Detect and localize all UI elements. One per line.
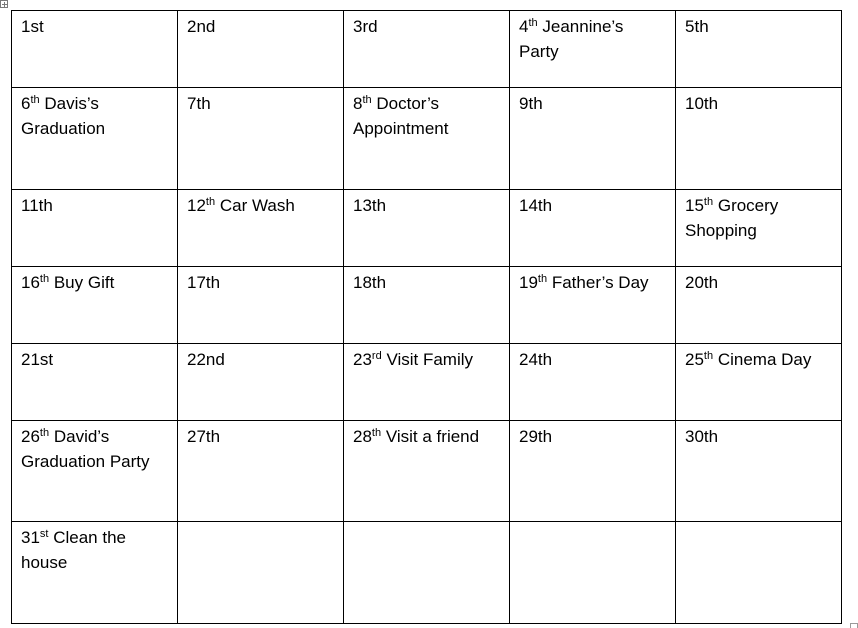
day-number: 25: [685, 350, 704, 369]
day-number: 8: [353, 94, 363, 113]
calendar-body: [12, 11, 842, 624]
calendar-day-cell[interactable]: [178, 190, 344, 267]
calendar-day-cell[interactable]: [510, 344, 676, 421]
day-number: 28: [353, 427, 372, 446]
calendar-day-cell[interactable]: [510, 190, 676, 267]
event-note: Grocery Shopping: [685, 196, 779, 240]
day-ordinal-suffix: th: [537, 350, 553, 369]
day-number: 22: [187, 350, 206, 369]
day-ordinal-suffix: th: [371, 196, 387, 215]
calendar-day-cell[interactable]: [676, 190, 842, 267]
calendar-day-cell[interactable]: [676, 11, 842, 88]
calendar-week-row: [12, 522, 842, 624]
day-number: 14: [519, 196, 538, 215]
calendar-day-cell[interactable]: [178, 421, 344, 522]
day-number: 15: [685, 196, 704, 215]
calendar-day-cell[interactable]: [676, 421, 842, 522]
day-number: 13: [353, 196, 372, 215]
day-number: 20: [685, 273, 704, 292]
calendar-week-row: [12, 88, 842, 190]
calendar-day-cell[interactable]: [12, 11, 178, 88]
day-ordinal-suffix: th: [362, 94, 372, 106]
event-note: Cinema Day: [717, 350, 812, 369]
day-number: 17: [187, 273, 206, 292]
event-note: David’s Graduation Party: [21, 427, 150, 471]
day-number: 16: [21, 273, 40, 292]
day-ordinal-suffix: rd: [371, 350, 382, 362]
event-note: Car Wash: [219, 196, 295, 215]
day-ordinal-suffix: th: [703, 350, 714, 362]
calendar-empty-cell[interactable]: [676, 522, 842, 624]
calendar-empty-cell[interactable]: [510, 522, 676, 624]
day-ordinal-suffix: th: [371, 273, 387, 292]
day-number: 11: [21, 196, 39, 215]
day-number: 2: [187, 17, 197, 36]
calendar-day-cell[interactable]: [12, 344, 178, 421]
day-number: 24: [519, 350, 538, 369]
calendar-empty-cell[interactable]: [344, 522, 510, 624]
event-note: Clean the house: [21, 528, 126, 572]
calendar-day-cell[interactable]: [344, 344, 510, 421]
day-number: 31: [21, 528, 40, 547]
day-ordinal-suffix: th: [30, 94, 40, 106]
calendar-table: [11, 10, 842, 624]
day-ordinal-suffix: th: [39, 273, 50, 285]
day-ordinal-suffix: th: [703, 94, 719, 113]
calendar-day-cell[interactable]: [344, 267, 510, 344]
day-ordinal-suffix: th: [371, 427, 382, 439]
event-note: Davis’s Graduation: [21, 94, 106, 138]
calendar-week-row: [12, 421, 842, 522]
day-number: 19: [519, 273, 538, 292]
day-number: 4: [519, 17, 529, 36]
day-number: 1: [21, 17, 31, 36]
calendar-day-cell[interactable]: [676, 344, 842, 421]
event-note: Doctor’s Appointment: [353, 94, 449, 138]
calendar-day-cell[interactable]: [344, 11, 510, 88]
day-ordinal-suffix: th: [703, 273, 719, 292]
calendar-day-cell[interactable]: [12, 421, 178, 522]
day-ordinal-suffix: th: [205, 273, 221, 292]
event-note: Buy Gift: [53, 273, 115, 292]
calendar-day-cell[interactable]: [178, 11, 344, 88]
day-ordinal-suffix: th: [39, 427, 50, 439]
day-number: 7: [187, 94, 197, 113]
day-ordinal-suffix: th: [537, 273, 548, 285]
calendar-empty-cell[interactable]: [178, 522, 344, 624]
day-ordinal-suffix: th: [537, 427, 553, 446]
day-number: 10: [685, 94, 704, 113]
day-ordinal-suffix: nd: [205, 350, 225, 369]
day-ordinal-suffix: st: [30, 17, 44, 36]
calendar-day-cell[interactable]: [344, 421, 510, 522]
calendar-week-row: [12, 11, 842, 88]
day-number: 5: [685, 17, 695, 36]
table-move-handle-icon[interactable]: [0, 0, 8, 8]
day-number: 23: [353, 350, 372, 369]
calendar-day-cell[interactable]: [12, 190, 178, 267]
event-note: Jeannine’s Party: [519, 17, 624, 61]
calendar-day-cell[interactable]: [12, 522, 178, 624]
table-resize-handle-icon[interactable]: [850, 623, 858, 628]
day-number: 30: [685, 427, 704, 446]
day-number: 3: [353, 17, 363, 36]
calendar-day-cell[interactable]: [510, 421, 676, 522]
calendar-day-cell[interactable]: [510, 11, 676, 88]
calendar-day-cell[interactable]: [178, 88, 344, 190]
calendar-day-cell[interactable]: [676, 267, 842, 344]
day-ordinal-suffix: th: [528, 94, 543, 113]
day-ordinal-suffix: th: [537, 196, 553, 215]
day-ordinal-suffix: th: [196, 94, 211, 113]
day-ordinal-suffix: th: [528, 17, 538, 29]
day-ordinal-suffix: th: [38, 196, 53, 215]
calendar-day-cell[interactable]: [510, 88, 676, 190]
day-ordinal-suffix: th: [694, 17, 709, 36]
calendar-day-cell[interactable]: [12, 267, 178, 344]
calendar-week-row: [12, 344, 842, 421]
day-number: 12: [187, 196, 206, 215]
day-number: 29: [519, 427, 538, 446]
day-ordinal-suffix: th: [703, 196, 714, 208]
calendar-week-row: [12, 267, 842, 344]
day-number: 21: [21, 350, 40, 369]
day-ordinal-suffix: th: [205, 427, 221, 446]
day-ordinal-suffix: nd: [196, 17, 216, 36]
day-number: 26: [21, 427, 40, 446]
day-ordinal-suffix: rd: [362, 17, 378, 36]
day-ordinal-suffix: st: [39, 350, 54, 369]
calendar-week-row: [12, 190, 842, 267]
calendar-day-cell[interactable]: [510, 267, 676, 344]
calendar-day-cell[interactable]: [344, 88, 510, 190]
day-ordinal-suffix: st: [39, 528, 49, 540]
day-number: 9: [519, 94, 529, 113]
calendar-day-cell[interactable]: [344, 190, 510, 267]
event-note: Visit a friend: [385, 427, 480, 446]
calendar-day-cell[interactable]: [178, 344, 344, 421]
calendar-day-cell[interactable]: [178, 267, 344, 344]
day-ordinal-suffix: th: [205, 196, 216, 208]
day-number: 18: [353, 273, 372, 292]
calendar-day-cell[interactable]: [12, 88, 178, 190]
day-number: 27: [187, 427, 206, 446]
day-number: 6: [21, 94, 31, 113]
day-ordinal-suffix: th: [703, 427, 719, 446]
calendar-day-cell[interactable]: [676, 88, 842, 190]
event-note: Father’s Day: [551, 273, 649, 292]
event-note: Visit Family: [386, 350, 474, 369]
